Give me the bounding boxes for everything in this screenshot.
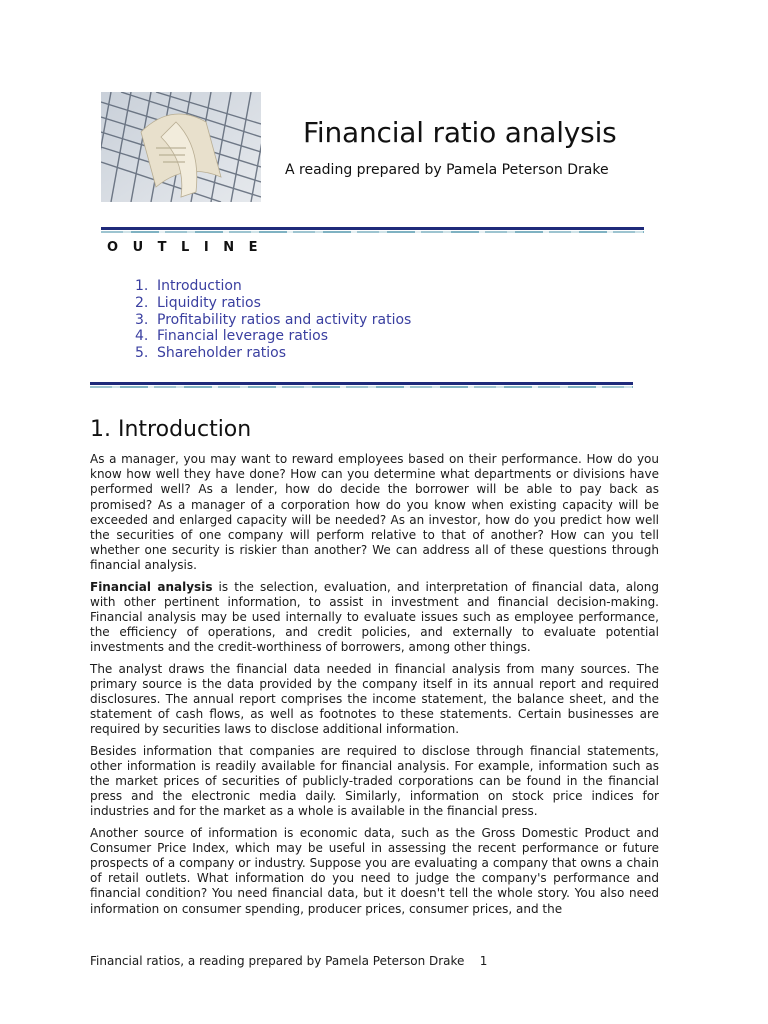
outline-item-liquidity-ratios[interactable] <box>135 295 411 312</box>
decorative-divider-top <box>101 227 644 233</box>
body-paragraph-definition <box>90 580 659 656</box>
outline-heading: O U T L I N E <box>107 240 263 255</box>
outline-item-number: 2. <box>135 294 149 311</box>
page-footer <box>90 954 487 968</box>
outline-item-number: 3. <box>135 311 149 328</box>
outline-item-label[interactable]: Profitability ratios and activity ratios <box>157 311 412 328</box>
document-title: Financial ratio analysis <box>303 116 617 149</box>
outline-list <box>135 278 411 362</box>
body-paragraph: Another source of information is economic data, such as the Gross Domestic Product and Consumer Price Index, which may be useful in assessing the recent performance or future prospects of a company or industry. Suppose you are evaluating a company that owns a chain of retail outlets. What information do you need to judge the company's performance and financial condition? You need financial data, but it doesn't tell the whole story. You also need information on consumer spending, producer prices, consumer prices, and the <box>90 825 659 916</box>
outline-item-label[interactable]: Introduction <box>157 278 242 294</box>
section-heading: 1. Introduction <box>90 417 252 442</box>
section-body <box>90 452 659 923</box>
outline-item-number: 4. <box>135 328 149 345</box>
footer-text: Financial ratios, a reading prepared by Pamela Peterson Drake <box>90 954 465 968</box>
outline-item-number: 5. <box>135 345 149 362</box>
document-subtitle: A reading prepared by Pamela Peterson Drake <box>285 162 609 178</box>
outline-item-label[interactable]: Shareholder ratios <box>157 345 287 362</box>
header-photo-financial-papers <box>101 92 261 202</box>
outline-item-shareholder-ratios[interactable] <box>135 345 411 362</box>
decorative-divider-bottom <box>90 382 633 388</box>
page-number: 1 <box>479 954 488 968</box>
outline-item-label[interactable]: Liquidity ratios <box>157 294 261 311</box>
body-paragraph: Besides information that companies are required to disclose through financial statements, other information is readily available for financial analysis. For example, information such as the market prices of securities of publicly-traded corporations can be found in the financial press and the electronic media daily. Similarly, information on stock price indices for industries and for the market as a whole is available in the financial press. <box>90 743 659 819</box>
outline-item-number: 1. <box>135 278 149 294</box>
outline-item-profitability-activity-ratios[interactable] <box>135 312 411 329</box>
defined-term: Financial analysis <box>90 579 213 594</box>
outline-item-financial-leverage-ratios[interactable] <box>135 328 411 345</box>
body-paragraph: As a manager, you may want to reward employees based on their performance. How do you know how well they have done? How can you determine what departments or divisions have performed well? As a lender, how do decide the borrower will be able to pay back as promised? As a manager of a corporation how do you know when existing capacity will be exceeded and enlarged capacity will be needed? As an investor, how do you predict how well the securities of one company will perform relative to that of another? How can you tell whether one security is riskier than another? We can address all of these questions through financial analysis. <box>90 452 659 573</box>
outline-item-label[interactable]: Financial leverage ratios <box>157 328 329 345</box>
outline-item-introduction[interactable] <box>135 278 411 295</box>
body-paragraph: The analyst draws the financial data needed in financial analysis from many sources. The primary source is the data provided by the company itself in its annual report and required disclosures. The annual report comprises the income statement, the balance sheet, and the statement of cash flows, as well as footnotes to these statements. Certain businesses are required by securities laws to disclose additional information. <box>90 661 659 737</box>
definition-text: is the selection, evaluation, and interpretation of financial data, along with other pertinent information, to assist in investment and financial decision-making. Financial analysis may be used internally to evaluate issues such as employee performance, the efficiency of operations, and credit policies, and externally to evaluate potential investments and the credit-worthiness of borrowers, among other things. <box>90 579 660 655</box>
